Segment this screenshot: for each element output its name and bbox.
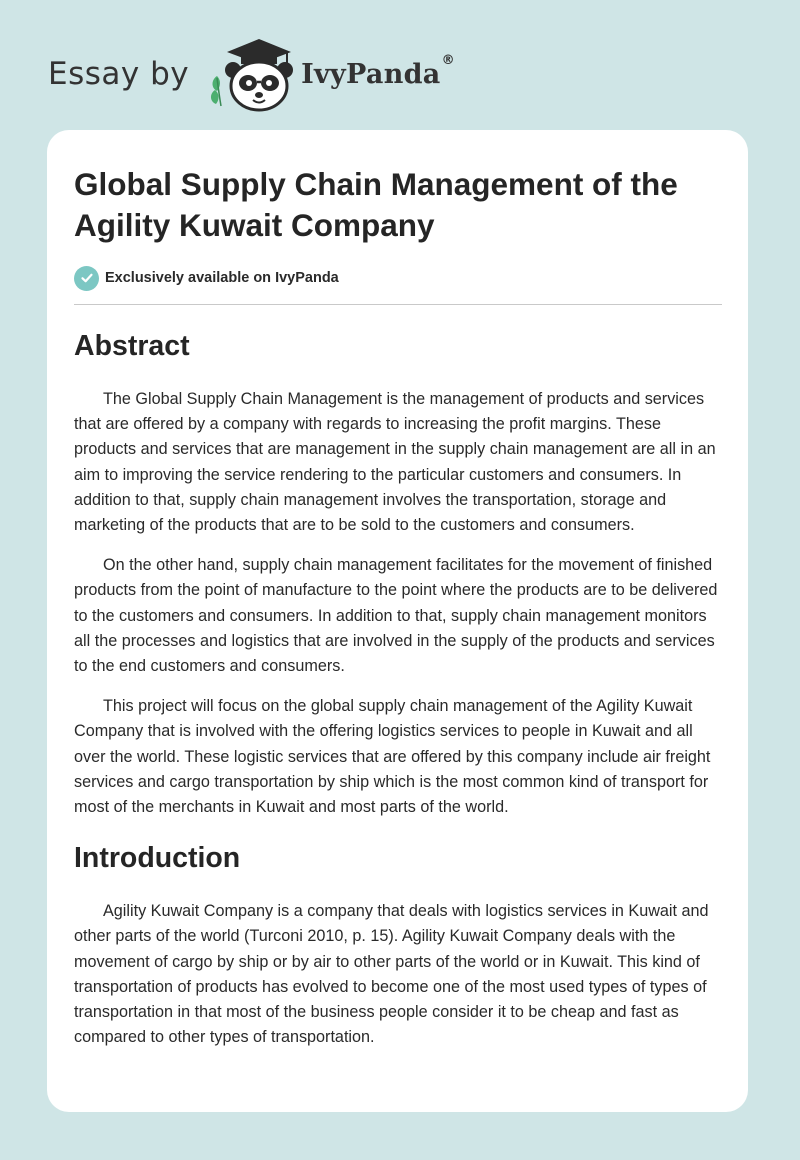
paragraph: The Global Supply Chain Management is the management of products and services that are offered by a company with regards to increasing the profit margins. These products and services that are management in the supply chain management are all in an aim to improving the service rendering to the particular customers and consumers. In addition to that, supply chain management involves the transportation, storage and marketing of the products that are to be sold to the customers and consumers. xyxy=(74,390,716,535)
essay-card xyxy=(47,130,748,1112)
check-icon xyxy=(74,266,99,291)
abstract-section xyxy=(74,328,722,820)
brand-header xyxy=(48,34,455,114)
introduction-section xyxy=(74,840,722,1050)
brand-name[interactable] xyxy=(301,52,455,90)
divider xyxy=(74,304,722,305)
paragraph: This project will focus on the global supply chain management of the Agility Kuwait Company that is involved with the offering logistics services to people in Kuwait and all over the world. These logistic services that are offered by this company include air freight services and cargo transportation by ship which is the most common kind of transport for most of the merchants in Kuwait and most parts of the world. xyxy=(74,697,711,817)
panda-graduate-icon[interactable] xyxy=(207,36,297,112)
registered-mark: ® xyxy=(441,52,455,68)
exclusive-label: Exclusively available on IvyPanda xyxy=(105,270,339,286)
exclusive-badge xyxy=(74,265,722,291)
brand-prefix: Essay by xyxy=(48,56,190,92)
paragraph: Agility Kuwait Company is a company that deals with logistics services in Kuwait and other parts of the world (Turconi 2010, p. 15). Agility Kuwait Company deals with the movement of cargo by ship or by air to other parts of the world or in Kuwait. This kind of transportation of products has evolved to become one of the most used types of types of transportation in that most of the business people consider it to be cheap and fast as compared to other types of transportation. xyxy=(74,902,709,1047)
paragraph: On the other hand, supply chain management facilitates for the movement of finished products from the point of manufacture to the point where the products are to be delivered to the customers and consumers. In addition to that, supply chain management monitors all the processes and logistics that are involved in the supply of the products and services to the end customers and consumers. xyxy=(74,556,718,676)
brand-name-text: IvyPanda xyxy=(301,58,441,90)
page-title: Global Supply Chain Management of the Agility Kuwait Company xyxy=(74,166,678,243)
section-heading-abstract: Abstract xyxy=(74,330,190,362)
section-heading-introduction: Introduction xyxy=(74,842,241,875)
